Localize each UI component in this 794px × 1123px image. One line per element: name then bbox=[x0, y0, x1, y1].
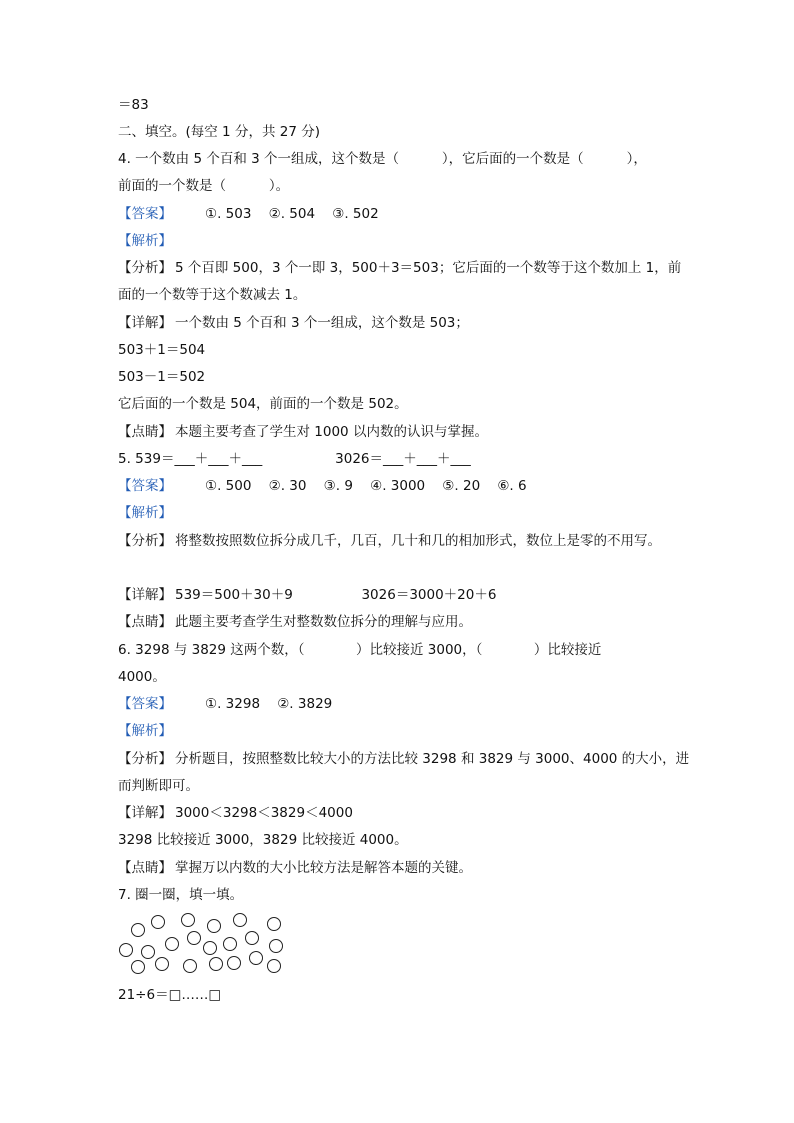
ln-1: 二、填空。(每空 1 分，共 27 分) bbox=[118, 124, 320, 140]
ln-39: 掌握万以内数的大小比较方法是解答本题的关键。 bbox=[175, 860, 472, 876]
ln-30: ①. 3298 ②. 3829 bbox=[205, 696, 333, 712]
ln-0: ＝83 bbox=[118, 97, 149, 113]
ln-27: 6. 3298 与 3829 这两个数，（ ）比较接近 3000，（ ）比较接近 bbox=[118, 642, 602, 658]
ln-20: 【解析】 bbox=[118, 505, 172, 521]
ln-38: 【点睛】 bbox=[118, 860, 172, 876]
circle-11 bbox=[224, 938, 237, 951]
ln-28: 4000。 bbox=[118, 669, 166, 685]
ln-11: 一个数由 5 个百和 3 个一组成，这个数是 503； bbox=[175, 315, 469, 331]
circle-group bbox=[110, 908, 310, 983]
ln-14: 它后面的一个数是 504，前面的一个数是 502。 bbox=[118, 396, 408, 412]
circle-2 bbox=[182, 914, 195, 927]
ln-22: 将整数按照数位拆分成几千，几百，几十和几的相加形式，数位上是零的不用写。 bbox=[175, 533, 661, 549]
ln-6: 【解析】 bbox=[118, 233, 172, 249]
ln-8: 5 个百即 500，3 个一即 3，500＋3＝503；它后面的一个数等于这个数加上 1，前 bbox=[175, 260, 682, 276]
ln-21: 【分析】 bbox=[118, 533, 172, 549]
ln-3: 前面的一个数是（ ）。 bbox=[118, 178, 290, 194]
ln-40: 7. 圈一圈，填一填。 bbox=[118, 887, 244, 903]
circle-8 bbox=[166, 938, 179, 951]
circle-1 bbox=[152, 916, 165, 929]
ln-18: 【答案】 bbox=[118, 478, 172, 494]
circle-9 bbox=[188, 932, 201, 945]
circle-17 bbox=[210, 958, 223, 971]
circle-12 bbox=[246, 932, 259, 945]
ln-35: 【详解】 bbox=[118, 805, 172, 821]
circles-svg bbox=[110, 908, 310, 983]
ln-16: 本题主要考查了学生对 1000 以内数的认识与掌握。 bbox=[175, 424, 488, 440]
circle-5 bbox=[268, 918, 281, 931]
ln-36: 3000＜3298＜3829＜4000 bbox=[175, 805, 353, 821]
ln-34: 而判断即可。 bbox=[118, 778, 199, 794]
circle-18 bbox=[228, 957, 241, 970]
circle-19 bbox=[250, 952, 263, 965]
circle-3 bbox=[208, 920, 221, 933]
ln-7: 【分析】 bbox=[118, 260, 172, 276]
ln-31: 【解析】 bbox=[118, 723, 172, 739]
ln-23: 【详解】 bbox=[118, 587, 172, 603]
ln-10: 【详解】 bbox=[118, 315, 172, 331]
ln-13: 503－1＝502 bbox=[118, 369, 206, 385]
ln-26: 此题主要考查学生对整数数位拆分的理解与应用。 bbox=[175, 614, 472, 630]
ln-9: 面的一个数等于这个数减去 1。 bbox=[118, 287, 307, 303]
ln-33: 分析题目，按照整数比较大小的方法比较 3298 和 3829 与 3000、4000 的大小，进 bbox=[175, 751, 690, 767]
ln-17: 5. 539＝___＋___＋___ 3026＝___＋___＋___ bbox=[118, 451, 471, 467]
ln-4: 【答案】 bbox=[118, 206, 172, 222]
circle-10 bbox=[204, 942, 217, 955]
circle-16 bbox=[184, 960, 197, 973]
ln-37: 3298 比较接近 3000，3829 比较接近 4000。 bbox=[118, 832, 408, 848]
ln-19: ①. 500 ②. 30 ③. 9 ④. 3000 ⑤. 20 ⑥. 6 bbox=[205, 478, 527, 494]
circle-7 bbox=[142, 946, 155, 959]
ln-24: 539＝500＋30＋9 3026＝3000＋20＋6 bbox=[175, 587, 497, 603]
ln-15: 【点睛】 bbox=[118, 424, 172, 440]
ln-25: 【点睛】 bbox=[118, 614, 172, 630]
circle-14 bbox=[132, 961, 145, 974]
ln-12: 503＋1＝504 bbox=[118, 342, 206, 358]
circle-20 bbox=[268, 960, 281, 973]
circle-13 bbox=[270, 940, 283, 953]
circle-15 bbox=[156, 958, 169, 971]
ln-41: 21÷6＝□……□ bbox=[118, 987, 222, 1003]
ln-29: 【答案】 bbox=[118, 696, 172, 712]
ln-2: 4. 一个数由 5 个百和 3 个一组成，这个数是（ ），它后面的一个数是（ ）， bbox=[118, 151, 647, 167]
circle-4 bbox=[234, 914, 247, 927]
ln-32: 【分析】 bbox=[118, 751, 172, 767]
circle-0 bbox=[132, 924, 145, 937]
circle-6 bbox=[120, 944, 133, 957]
ln-5: ①. 503 ②. 504 ③. 502 bbox=[205, 206, 379, 222]
